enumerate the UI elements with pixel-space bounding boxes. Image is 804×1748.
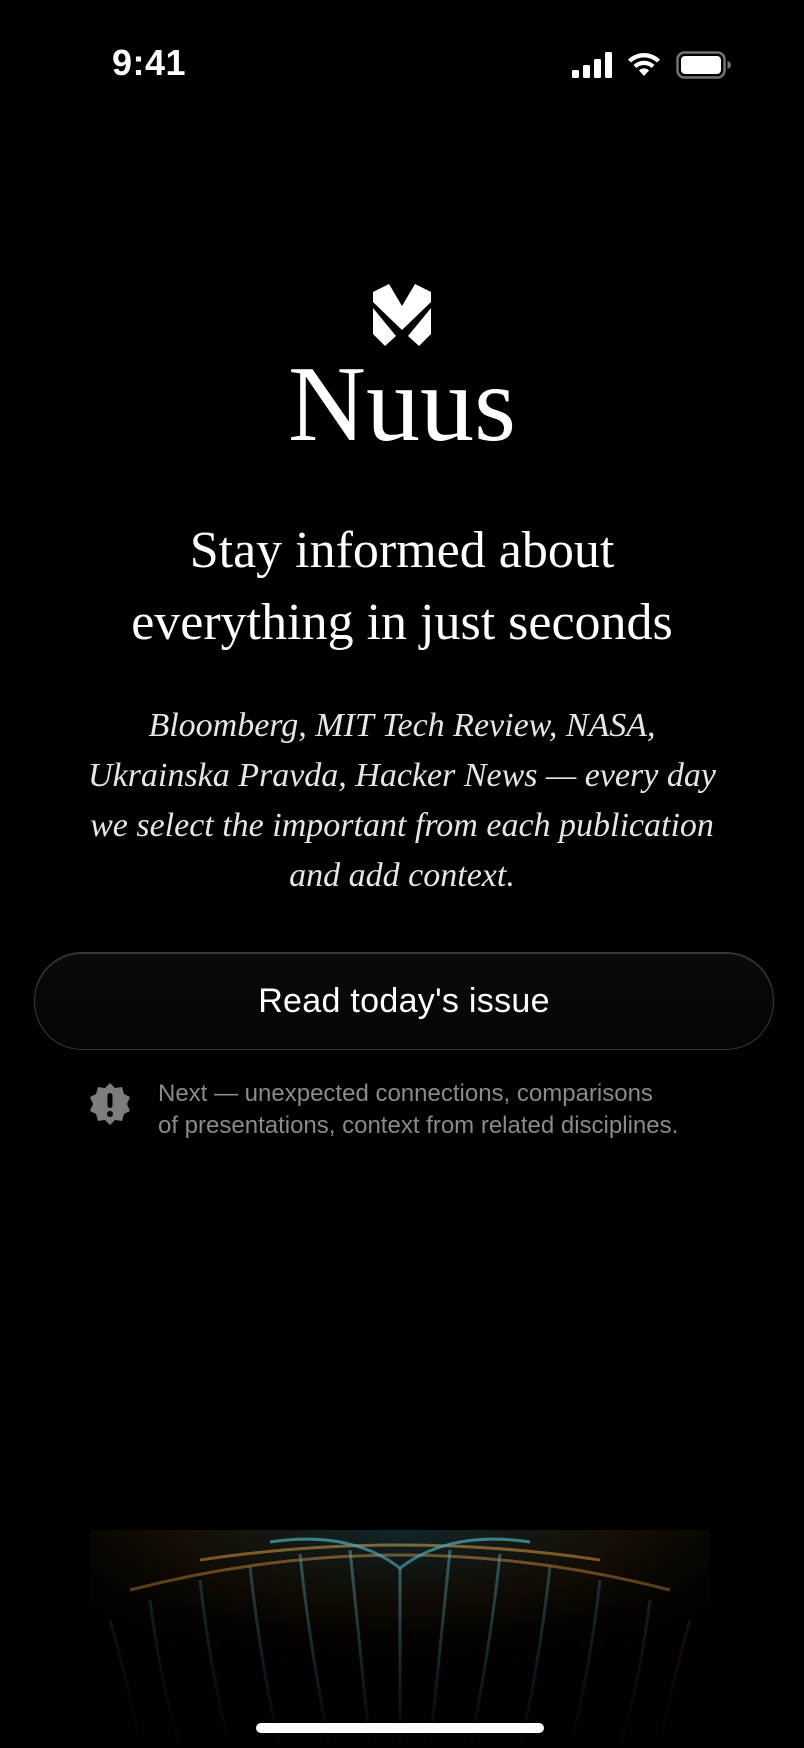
note-line-2: of presentations, context from related disciplines. <box>158 1112 679 1139</box>
description <box>52 701 752 901</box>
note-line-1: Next — unexpected connections, comparisons <box>158 1080 653 1107</box>
next-note <box>88 1078 768 1142</box>
nuus-logo-icon <box>371 284 433 346</box>
description-line-3: we select the important from each publication <box>90 807 714 844</box>
app-name: Nuus <box>287 345 517 464</box>
description-line-1: Bloomberg, MIT Tech Review, NASA, <box>148 707 656 744</box>
home-indicator[interactable] <box>256 1723 544 1733</box>
read-button-label: Read today's issue <box>258 981 550 1020</box>
status-bar <box>0 0 804 130</box>
status-time: 9:41 <box>112 42 187 83</box>
headline-line-2: everything in just seconds <box>131 594 673 651</box>
description-line-2: Ukrainska Pravda, Hacker News — every day <box>88 757 716 794</box>
decorative-glow-graphic <box>90 1530 710 1748</box>
headline <box>60 515 744 659</box>
note-text <box>158 1078 678 1142</box>
battery-icon <box>676 51 732 79</box>
cellular-signal-icon <box>572 52 612 78</box>
wifi-icon <box>626 52 662 78</box>
description-line-4: and add context. <box>289 857 515 894</box>
read-todays-issue-button[interactable] <box>34 952 774 1050</box>
alert-badge-icon <box>88 1082 132 1126</box>
headline-line-1: Stay informed about <box>189 522 615 579</box>
status-icons <box>572 48 732 82</box>
